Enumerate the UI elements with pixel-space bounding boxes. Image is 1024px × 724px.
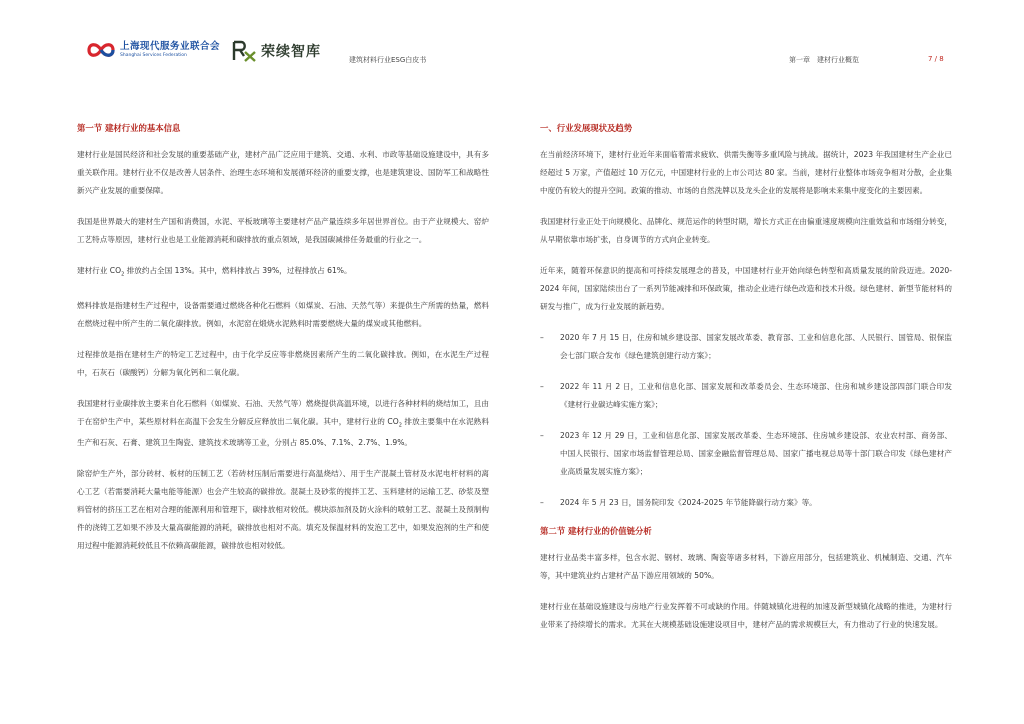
paragraph: 建材行业是国民经济和社会发展的重要基础产业，建材产品广泛应用于建筑、交通、水利、市政等基础设施建设中，具有多重关联作用。建材行业不仅是改善人居条件、治理生态环境和发展循环经济的重要支撑，也是建筑建设、国防军工和战略性新兴产业发展的重要保障。 (77, 150, 489, 195)
list-item (540, 427, 952, 481)
bullet: – (540, 498, 544, 507)
paragraph: 我国建材行业正处于向规模化、品牌化、规范运作的转型时期，增长方式正在由偏重速度规模向注重效益和市场细分转变，从早期依靠市场扩张，自身调节的方式向企业转变。 (540, 217, 952, 244)
list-item-text: 2020 年 7 月 15 日，住房和城乡建设部、国家发展改革委、教育部、工业和信息化部、人民银行、国管局、银保监会七部门联合发布《绿色建筑创建行动方案》； (560, 333, 952, 360)
ssf-logo-icon (86, 40, 116, 60)
chapter-label: 第一章 建材行业概览 (789, 56, 859, 64)
paragraph: 近年来，随着环保意识的提高和可持续发展理念的普及，中国建材行业开始向绿色转型和高质量发展的阶段迈进。2020-2024 年间，国家陆续出台了一系列节能减排和环保政策，推动企业进行绿色改造和技术升级。绿色建材、新型节能材料的研发与推广，成为行业发展的新趋势。 (540, 266, 952, 311)
policy-list (540, 329, 952, 512)
paragraph: 建材行业品类丰富多样，包含水泥、钢材、玻璃、陶瓷等诸多材料，下游应用部分，包括建筑业、机械制造、交通、汽车等，其中建筑业约占建材产品下游应用领域的 50%。 (540, 553, 952, 580)
subscript: 2 (121, 271, 125, 278)
list-item-text: 2023 年 12 月 29 日，工业和信息化部、国家发展改革委、生态环境部、住房城乡建设部、农业农村部、商务部、中国人民银行、国家市场监督管理总局、国家金融监督管理总局、国家广播电视总局等十部门联合印发《绿色建材产业高质量发展实施方案》； (560, 431, 952, 476)
paragraph: 在当前经济环境下，建材行业近年来面临着需求疲软、供需失衡等多重风险与挑战。据统计，2023 年我国建材生产企业已经超过 5 万家，产值超过 10 万亿元，中国建材行业的上市公司达 80 家。当前，建材行业整体市场竞争相对分散，企业集中度仍有较大的提升空间。政策的推动、市场的自然洗牌以及龙头企业的发展将是影响未来集中度变化的主要因素。 (540, 150, 952, 195)
text-run: 排放主要集中在水泥熟料生产和石灰、石膏、建筑卫生陶瓷、建筑技术玻璃等工业，分别占 85.0%、7.1%、2.7%、1.9%。 (77, 416, 489, 448)
ssf-logo (86, 40, 220, 60)
paragraph: 燃料排放是指建材生产过程中，设备需要通过燃烧各种化石燃料（如煤炭、石油、天然气等）来提供生产所需的热量，燃料在燃烧过程中所产生的二氧化碳排放。例如，水泥窑在煅烧水泥熟料时需要燃烧大量的煤炭或其他燃料。 (77, 300, 489, 328)
ssf-logo-en: Shanghai Services Federation (120, 52, 187, 58)
bullet: – (540, 333, 544, 342)
doc-title: 建筑材料行业ESG白皮书 (349, 56, 427, 64)
text-run: 我国建材行业碳排放主要来自化石燃料（如煤炭、石油、天然气等）燃烧提供高温环境，以进行各种材料的烧结加工，且由于在窑炉生产中，某些原材料在高温下会发生分解反应释放出二氧化碳。其中，建材行业的 CO (77, 398, 489, 426)
paragraph: 我国是世界最大的建材生产国和消费国，水泥、平板玻璃等主要建材产品产量连续多年居世界首位。由于产业规模大、窑炉工艺特点等原因，建材行业也是工业能源消耗和碳排放的重点领域，是我国碳减排任务最重的行业之一。 (77, 217, 489, 244)
paragraph-emissions-share (77, 262, 489, 284)
section-title-trends: 一、行业发展现状及趋势 (540, 123, 633, 133)
rx-logo-text: 荣续智库 (261, 44, 321, 60)
bullet: – (540, 382, 544, 391)
paragraph-emission-sources (77, 395, 489, 453)
section-title-value-chain: 第二节 建材行业的价值链分析 (540, 526, 652, 536)
bullet: – (540, 431, 544, 440)
ssf-logo-cn: 上海现代服务业联合会 (120, 41, 221, 52)
subscript: 2 (398, 422, 402, 429)
list-item (540, 494, 952, 512)
page-number: 7 / 8 (928, 55, 944, 63)
list-item-text: 2024 年 5 月 23 日，国务院印发《2024-2025 年节能降碳行动方案》等。 (560, 498, 817, 507)
text-run: 排放约占全国 13%。其中，燃料排放占 39%，过程排放占 61%。 (124, 266, 352, 275)
page-header (0, 0, 1024, 80)
rx-logo (231, 40, 321, 62)
list-item (540, 329, 952, 365)
paragraph: 过程排放是指在建材生产的特定工艺过程中，由于化学反应等非燃烧因素所产生的二氧化碳排放。例如，在水泥生产过程中，石灰石（碳酸钙）分解为氧化钙和二氧化碳。 (77, 349, 489, 377)
list-item (540, 378, 952, 414)
text-run: 建材行业 CO (77, 266, 122, 275)
paragraph: 建材行业在基础设施建设与房地产行业发挥着不可或缺的作用。伴随城镇化进程的加速及新型城镇化战略的推进，为建材行业带来了持续增长的需求。尤其在大规模基础设施建设项目中，建材产品的需求规模巨大，有力推动了行业的快速发展。 (540, 602, 952, 629)
list-item-text: 2022 年 11 月 2 日，工业和信息化部、国家发展和改革委员会、生态环境部、住房和城乡建设部四部门联合印发《建材行业碳达峰实施方案》； (560, 382, 952, 409)
right-column (540, 122, 952, 647)
paragraph: 除窑炉生产外，部分砖材、板材的压制工艺（若砖材压制后需要进行高温烧结）、用于生产混凝土管材及水泥电杆材料的离心工艺（若需要消耗大量电能等能源）也会产生较高的碳排放。混凝土及砂浆的搅拌工艺、玉料建材的运输工艺、砂浆及塑料管材的挤压工艺在相对合理的能源利用和管理下，碳排放相对较低。模块添加剂及防火涂料的喷射工艺、混凝土及预制构件的浇铸工艺如果不涉及大量高碳能源的消耗，碳排放也相对不高。填充及保温材料的发泡工艺中，如果发泡剂的生产和使用过程中能源消耗较低且不依赖高碳能源，碳排放也相对较低。 (77, 469, 489, 551)
left-column (77, 122, 489, 568)
section-title-basic-info: 第一节 建材行业的基本信息 (77, 123, 181, 133)
rx-logo-icon (231, 40, 257, 62)
